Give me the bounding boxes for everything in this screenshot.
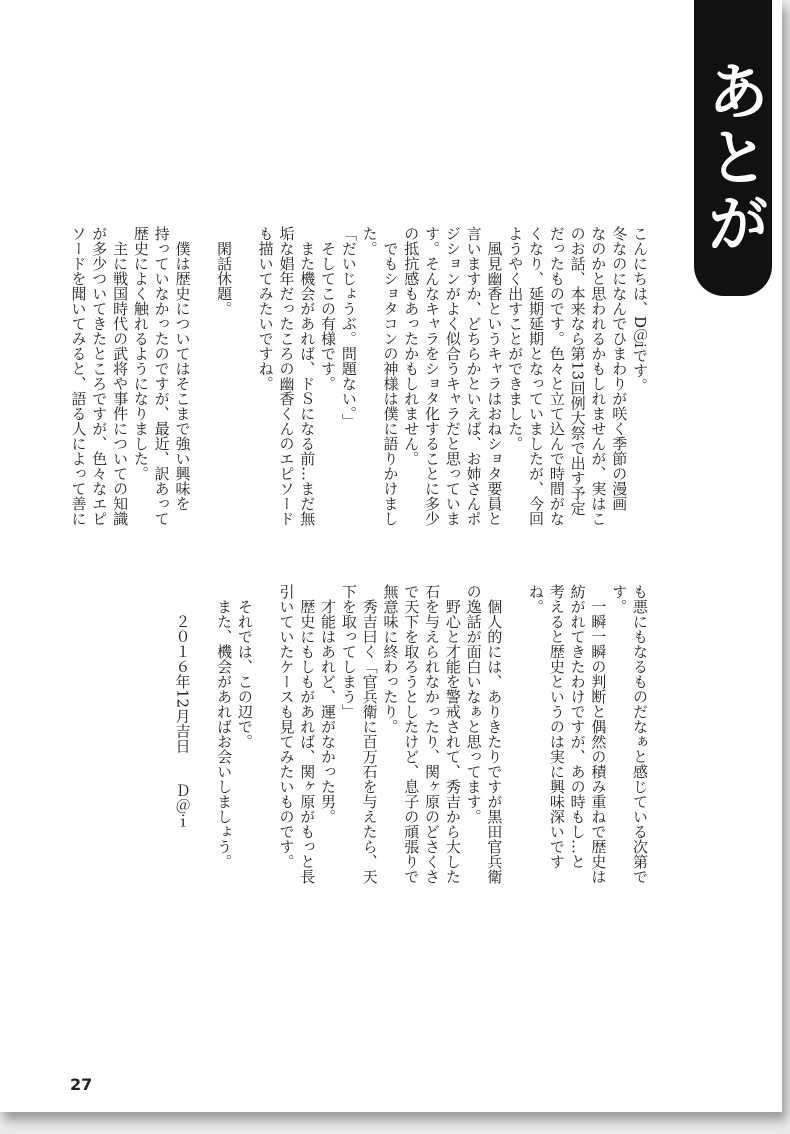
afterword-text-upper: こんにちは、D＠iです。 冬なのになんでひまわりが咲く季節の漫画 なのかと思われるかもしれませんが、実はこ のお話、本来なら第13回例大祭で出す予定 だったものです。色々と立て込んで時間がな くなり、延期延期となっていましたが、今回 ようやく出すことができました。 風見幽香というキャラはおねショタ要員と 言いますか、どちらかといえば、お姉さんポ ジションがよく似合うキャラだと思っていま す。そんなキャラをショタ化することに多少 の抵抗感もあったかもしれません。 でもショタコンの神様は僕に語りかけまし た。 「だいじょうぶ。問題ない。」 そしてこの有様です。 また機会があれば、ドＳになる前…まだ無 垢な娼年だったころの幽香くんのエピソード も描いてみたいですね。 閑話休題。 僕は歴史についてはそこまで強い興味を 持っていなかったのですが、最近、訳あって 歴史によく触れるようになりました。 主に戦国時代の武将や事件についての知識 が多少ついてきたところですが、色々なエピ ソードを聞いてみると、語る人によって善に	[69, 226, 649, 526]
afterword-text-lower: も悪にもなるものだなぁと感じている次第で す。 一瞬一瞬の判断と偶然の積み重ねで歴史は 紡がれてきたわけですが、あの時もし…と 考えると歴史というのは実に興味深いです ね。 個人的には、ありきたりですが黒田官兵衛 の逸話が面白いなぁと思ってます。 野心と才能を警戒されて、秀吉から大した 石を与えられなかったり、関ヶ原のどさくさ で天下を取ろうとしたけど、息子の頑張りで 無意味に終わったり。 秀吉曰く「官兵衛に百万石を与えたら、天 下を取ってしまう」 才能はあれど、運がなかった男。 歴史にもしもがあれば、関ヶ原がもっと長 引いていたケースも見てみたいものです。 それでは、この辺で。 また、機会があればお会いしましょう。 ２０１６年12月吉日 Ｄ＠ｉ	[173, 584, 649, 884]
page-number: 27	[70, 1075, 93, 1094]
page-heading: あとがき	[619, 59, 770, 257]
